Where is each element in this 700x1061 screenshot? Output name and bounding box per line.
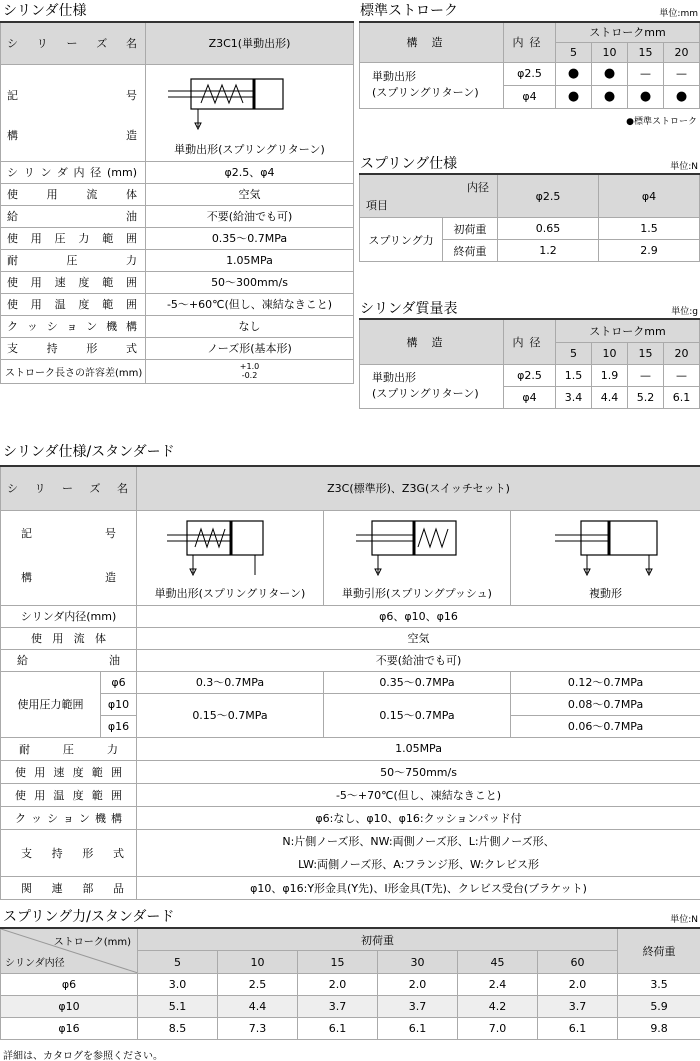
force-value: 4.2 xyxy=(458,996,538,1018)
stroke-mark: — xyxy=(664,62,700,85)
h-item: 項目 xyxy=(366,199,388,212)
mass-value: 5.2 xyxy=(628,386,664,408)
series-value: Z3C(標準形)、Z3G(スイッチセット) xyxy=(137,466,700,510)
row-value: なし xyxy=(146,315,354,337)
value-cell: 0.65 xyxy=(498,218,599,240)
stroke-mark: ● xyxy=(556,62,592,85)
h-initial: 初荷重 xyxy=(138,928,618,951)
final-value: 3.5 xyxy=(618,974,700,996)
bore-col: φ2.5 xyxy=(498,174,599,218)
force-value: 2.0 xyxy=(538,974,618,996)
stroke-col: 15 xyxy=(628,342,664,364)
stroke-col: 45 xyxy=(458,951,538,974)
std-spec-table xyxy=(0,465,700,900)
bore-col: φ4 xyxy=(599,174,700,218)
force-value: 8.5 xyxy=(138,1018,218,1040)
bore-cell: φ2.5 xyxy=(504,364,556,386)
cushion-value: φ6:なし、φ10、φ16:クッションパッド付 xyxy=(137,806,700,829)
mass-value: 1.5 xyxy=(556,364,592,386)
std-stroke-title: 標準ストローク xyxy=(360,3,458,19)
single-acting-retract-symbol xyxy=(324,511,511,587)
series-label: シ リ ー ズ 名 xyxy=(1,466,137,510)
row-value: 空気 xyxy=(146,183,354,205)
bore-cell: φ10 xyxy=(1,996,138,1018)
pressure-value: 0.06〜0.7MPa xyxy=(511,715,700,737)
row-value: φ2.5、φ4 xyxy=(146,161,354,183)
stroke-mark: ● xyxy=(592,85,628,108)
structure-label-a: 構 xyxy=(7,128,18,142)
mass-value: — xyxy=(664,364,700,386)
spring-force-unit: 単位:N xyxy=(670,915,698,925)
lube-label: 給油 xyxy=(1,649,137,671)
bore-cell: φ2.5 xyxy=(504,62,556,85)
mount-value xyxy=(137,829,700,876)
structure-label-b: 造 xyxy=(105,570,116,584)
tolerance-plus: +1.0 xyxy=(239,362,260,371)
bore-label: シリンダ内径(mm) xyxy=(1,605,137,627)
stroke-col: 15 xyxy=(628,42,664,62)
h-stroke: ストロークmm xyxy=(556,22,700,42)
force-value: 2.0 xyxy=(378,974,458,996)
pressure-value: 0.15〜0.7MPa xyxy=(324,693,511,737)
tolerance-value xyxy=(146,359,354,383)
force-value: 2.0 xyxy=(298,974,378,996)
structure-cell xyxy=(360,364,504,408)
cyl-spec-table xyxy=(0,21,354,384)
diagram-double-cell xyxy=(511,510,700,605)
force-value: 4.4 xyxy=(218,996,298,1018)
row-label: 使用速度範囲 xyxy=(1,271,146,293)
value-cell: 1.2 xyxy=(498,240,599,262)
h-final: 終荷重 xyxy=(618,928,700,974)
parts-label: 関連部品 xyxy=(1,876,137,899)
force-value: 3.7 xyxy=(378,996,458,1018)
parts-value: φ10、φ16:Y形金具(Y先)、I形金具(T先)、クレビス受台(ブラケット) xyxy=(137,876,700,899)
diagram-caption: 単動出形(スプリングリターン) xyxy=(154,586,306,600)
diagram-retract-cell xyxy=(324,510,511,605)
mount-label: 支持形式 xyxy=(1,829,137,876)
row-label: 使用圧力範囲 xyxy=(1,227,146,249)
std-stroke-table xyxy=(359,21,700,109)
spring-force-title: スプリング力/スタンダード xyxy=(3,909,175,925)
force-value: 6.1 xyxy=(378,1018,458,1040)
mount-line1: N:片側ノーズ形、NW:両側ノーズ形、L:片側ノーズ形、 xyxy=(282,834,555,848)
row-label: シリンダ内径(mm) xyxy=(1,161,146,183)
tolerance-minus: -0.2 xyxy=(241,371,258,380)
pressure-label: 使用圧力範囲 xyxy=(1,671,101,737)
bore-cell: φ4 xyxy=(504,386,556,408)
row-label: 使用流体 xyxy=(1,183,146,205)
diagram-caption: 単動引形(スプリングプッシュ) xyxy=(342,586,492,600)
h-structure: 構造 xyxy=(360,22,504,62)
stroke-mark: ● xyxy=(556,85,592,108)
stroke-mark: ● xyxy=(628,85,664,108)
stroke-col: 10 xyxy=(218,951,298,974)
structure-line1: 単動出形 xyxy=(372,70,416,83)
std-stroke-legend: ●標準ストローク xyxy=(626,117,697,127)
structure-cell xyxy=(360,62,504,108)
h-bore: 内径 xyxy=(504,319,556,364)
pressure-value: 0.3〜0.7MPa xyxy=(137,671,324,693)
mass-value: 1.9 xyxy=(592,364,628,386)
cyl-spec-title: シリンダ仕様 xyxy=(3,3,87,19)
h-bore: 内径 xyxy=(504,22,556,62)
structure-line1: 単動出形 xyxy=(372,371,416,384)
final-value: 5.9 xyxy=(618,996,700,1018)
footer-note: 詳細は、カタログを参照ください。 xyxy=(3,1051,163,1061)
diagram-caption: 単動出形(スプリングリターン) xyxy=(174,142,325,156)
symbol-label-b: 号 xyxy=(126,88,137,102)
cushion-label: クッション機構 xyxy=(1,806,137,829)
pressure-bore: φ10 xyxy=(101,693,137,715)
row-value: -5〜+60℃(但し、凍結なきこと) xyxy=(146,293,354,315)
speed-value: 50〜750mm/s xyxy=(137,760,700,783)
mass-title: シリンダ質量表 xyxy=(360,301,458,317)
row-value: 0.35〜0.7MPa xyxy=(146,227,354,249)
temp-label: 使用温度範囲 xyxy=(1,783,137,806)
structure-label-a: 構 xyxy=(21,570,32,584)
single-acting-extend-symbol xyxy=(146,65,354,143)
stroke-col: 15 xyxy=(298,951,378,974)
stroke-mark: — xyxy=(628,62,664,85)
force-value: 7.0 xyxy=(458,1018,538,1040)
force-label: スプリング力 xyxy=(360,218,443,262)
bore-cell: φ6 xyxy=(1,974,138,996)
stroke-col: 5 xyxy=(556,342,592,364)
value-cell: 1.5 xyxy=(599,218,700,240)
series-label: シ リ ー ズ 名 xyxy=(1,22,146,64)
spring-corner-cell xyxy=(360,174,498,218)
stroke-col: 20 xyxy=(664,42,700,62)
stroke-mark: ● xyxy=(592,62,628,85)
cyl-diagram-cell xyxy=(146,64,354,161)
final-value: 9.8 xyxy=(618,1018,700,1040)
bore-cell: φ16 xyxy=(1,1018,138,1040)
row-label: 耐圧力 xyxy=(1,249,146,271)
symbol-structure-labels xyxy=(1,64,146,161)
stroke-col: 30 xyxy=(378,951,458,974)
stroke-col: 10 xyxy=(592,42,628,62)
tolerance-label: ストローク長さの許容差(mm) xyxy=(1,359,146,383)
mass-value: 6.1 xyxy=(664,386,700,408)
spring-spec-table xyxy=(359,173,700,262)
structure-line2: (スプリングリターン) xyxy=(372,387,479,400)
row-label: クッション機構 xyxy=(1,315,146,337)
fluid-value: 空気 xyxy=(137,627,700,649)
diagram-extend-cell xyxy=(137,510,324,605)
row-label: 終荷重 xyxy=(443,240,498,262)
mass-value: 4.4 xyxy=(592,386,628,408)
force-value: 7.3 xyxy=(218,1018,298,1040)
force-value: 6.1 xyxy=(298,1018,378,1040)
symbol-label-a: 記 xyxy=(21,526,32,540)
pressure-value: 0.35〜0.7MPa xyxy=(324,671,511,693)
force-value: 2.5 xyxy=(218,974,298,996)
spring-spec-unit: 単位:N xyxy=(670,162,698,172)
stroke-col: 20 xyxy=(664,342,700,364)
mass-value: — xyxy=(628,364,664,386)
force-value: 6.1 xyxy=(538,1018,618,1040)
spring-corner-cell xyxy=(1,928,138,974)
force-value: 3.0 xyxy=(138,974,218,996)
stroke-col: 5 xyxy=(556,42,592,62)
proof-value: 1.05MPa xyxy=(137,737,700,760)
lube-value: 不要(給油でも可) xyxy=(137,649,700,671)
symbol-label-a: 記 xyxy=(7,88,18,102)
double-acting-symbol xyxy=(511,511,700,587)
single-acting-extend-symbol xyxy=(137,511,324,587)
std-spec-title: シリンダ仕様/スタンダード xyxy=(3,444,175,460)
mass-table xyxy=(359,318,700,409)
h-stroke: ストローク(mm) xyxy=(53,937,131,948)
pressure-value: 0.15〜0.7MPa xyxy=(137,693,324,737)
h-stroke: ストロークmm xyxy=(556,319,700,342)
pressure-value: 0.12〜0.7MPa xyxy=(511,671,700,693)
structure-label-b: 造 xyxy=(126,128,137,142)
speed-label: 使用速度範囲 xyxy=(1,760,137,783)
pressure-value: 0.08〜0.7MPa xyxy=(511,693,700,715)
h-bore: 内径 xyxy=(467,181,489,194)
temp-value: -5〜+70℃(但し、凍結なきこと) xyxy=(137,783,700,806)
symbol-structure-labels xyxy=(1,510,137,605)
force-value: 5.1 xyxy=(138,996,218,1018)
force-value: 3.7 xyxy=(298,996,378,1018)
symbol-label-b: 号 xyxy=(105,526,116,540)
stroke-col: 10 xyxy=(592,342,628,364)
row-value: 50〜300mm/s xyxy=(146,271,354,293)
pressure-bore: φ6 xyxy=(101,671,137,693)
mass-value: 3.4 xyxy=(556,386,592,408)
spring-spec-title: スプリング仕様 xyxy=(360,156,458,172)
bore-value: φ6、φ10、φ16 xyxy=(137,605,700,627)
force-value: 2.4 xyxy=(458,974,538,996)
stroke-mark: ● xyxy=(664,85,700,108)
diagram-caption: 複動形 xyxy=(589,586,623,600)
h-structure: 構造 xyxy=(360,319,504,364)
stroke-col: 60 xyxy=(538,951,618,974)
row-label: 給油 xyxy=(1,205,146,227)
row-value: ノーズ形(基本形) xyxy=(146,337,354,359)
spring-force-table xyxy=(0,927,700,1040)
bore-cell: φ4 xyxy=(504,85,556,108)
pressure-bore: φ16 xyxy=(101,715,137,737)
row-value: 1.05MPa xyxy=(146,249,354,271)
row-label: 支持形式 xyxy=(1,337,146,359)
structure-line2: (スプリングリターン) xyxy=(372,86,479,99)
row-label: 初荷重 xyxy=(443,218,498,240)
h-bore: シリンダ内径 xyxy=(5,958,65,969)
stroke-col: 5 xyxy=(138,951,218,974)
row-value: 不要(給油でも可) xyxy=(146,205,354,227)
mass-unit: 単位:g xyxy=(671,307,698,317)
mount-line2: LW:両側ノーズ形、A:フランジ形、W:クレビス形 xyxy=(298,857,539,871)
proof-label: 耐圧力 xyxy=(1,737,137,760)
series-value: Z3C1(単動出形) xyxy=(146,22,354,64)
fluid-label: 使用流体 xyxy=(1,627,137,649)
row-label: 使用温度範囲 xyxy=(1,293,146,315)
force-value: 3.7 xyxy=(538,996,618,1018)
std-stroke-unit: 単位:mm xyxy=(659,9,698,19)
value-cell: 2.9 xyxy=(599,240,700,262)
